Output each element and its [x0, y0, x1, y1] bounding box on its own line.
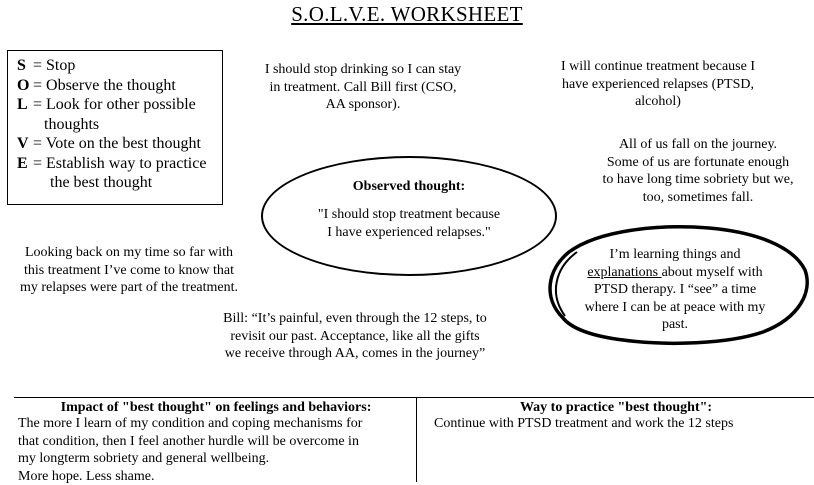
note-line: I should stop drinking so I can stay — [250, 61, 476, 79]
best-thought-line — [575, 264, 775, 282]
note-bill-quote — [190, 310, 520, 363]
impact-heading: Impact of "best thought" on feelings and behaviors: — [18, 400, 414, 416]
legend-letter: O — [17, 76, 29, 96]
observed-line: "I should stop treatment because — [283, 206, 535, 224]
legend-text: = Look for other possible — [29, 96, 196, 113]
practice-body — [418, 415, 814, 433]
legend-item-e — [17, 154, 222, 193]
note-fall-journey — [585, 136, 811, 206]
note-line: too, sometimes fall. — [585, 189, 811, 207]
legend-letter: S — [17, 56, 29, 76]
best-thought-text — [575, 246, 775, 334]
impact-line: that condition, then I feel another hurdle will be overcome in — [18, 433, 414, 451]
impact-line: my longterm sobriety and general wellbeing. — [18, 450, 414, 468]
legend-letter: V — [17, 134, 29, 154]
note-line: my relapses were part of the treatment. — [10, 279, 248, 297]
observed-thought-ellipse — [261, 156, 557, 276]
legend-item-v — [17, 134, 222, 154]
legend-text-continued: the best thought — [17, 173, 222, 193]
impact-section — [18, 400, 414, 485]
note-line: AA sponsor). — [250, 96, 476, 114]
underlined-word: explanations — [587, 265, 661, 280]
impact-line: More hope. Less shame. — [18, 468, 414, 485]
bottom-divider-vertical — [416, 397, 417, 482]
note-line: Looking back on my time so far with — [10, 244, 248, 262]
note-continue-treatment — [545, 58, 771, 111]
impact-line: The more I learn of my condition and coping mechanisms for — [18, 415, 414, 433]
note-line: to have long time sobriety but we, — [585, 171, 811, 189]
note-line: we receive through AA, comes in the journey” — [190, 345, 520, 363]
note-line: alcohol) — [545, 93, 771, 111]
legend-letter: E — [17, 154, 29, 174]
note-looking-back — [10, 244, 248, 297]
legend-item-l — [17, 95, 222, 134]
note-line: Bill: “It’s painful, even through the 12 steps, to — [190, 310, 520, 328]
note-line: All of us fall on the journey. — [585, 136, 811, 154]
note-line: revisit our past. Acceptance, like all the gifts — [190, 328, 520, 346]
note-stop-drinking — [250, 61, 476, 114]
observed-thought-text — [283, 206, 535, 241]
legend-item-s — [17, 56, 222, 76]
legend-text-continued: thoughts — [17, 115, 222, 135]
legend-text: = Establish way to practice — [29, 155, 206, 172]
legend-item-o — [17, 76, 222, 96]
best-thought-line-rest: about myself with — [662, 265, 763, 280]
note-line: in treatment. Call Bill first (CSO, — [250, 79, 476, 97]
legend-letter: L — [17, 95, 29, 115]
note-line: have experienced relapses (PTSD, — [545, 76, 771, 94]
solve-legend-box — [7, 50, 223, 205]
note-line: I will continue treatment because I — [545, 58, 771, 76]
best-thought-line: past. — [575, 316, 775, 334]
legend-text: = Observe the thought — [29, 77, 176, 94]
best-thought-line: I’m learning things and — [575, 246, 775, 264]
note-line: Some of us are fortunate enough — [585, 154, 811, 172]
best-thought-line: where I can be at peace with my — [575, 299, 775, 317]
practice-line: Continue with PTSD treatment and work the 12 steps — [434, 415, 814, 433]
worksheet-title: S.O.L.V.E. WORKSHEET — [0, 2, 814, 27]
best-thought-line: PTSD therapy. I “see” a time — [575, 281, 775, 299]
practice-heading: Way to practice "best thought": — [418, 400, 814, 416]
practice-section — [418, 400, 814, 433]
bottom-divider-horizontal — [14, 397, 814, 398]
note-line: this treatment I’ve come to know that — [10, 262, 248, 280]
legend-text: = Vote on the best thought — [29, 135, 201, 152]
impact-body — [18, 415, 414, 485]
legend-text: = Stop — [29, 57, 75, 74]
observed-line: I have experienced relapses." — [283, 224, 535, 242]
observed-thought-heading: Observed thought: — [263, 179, 555, 195]
